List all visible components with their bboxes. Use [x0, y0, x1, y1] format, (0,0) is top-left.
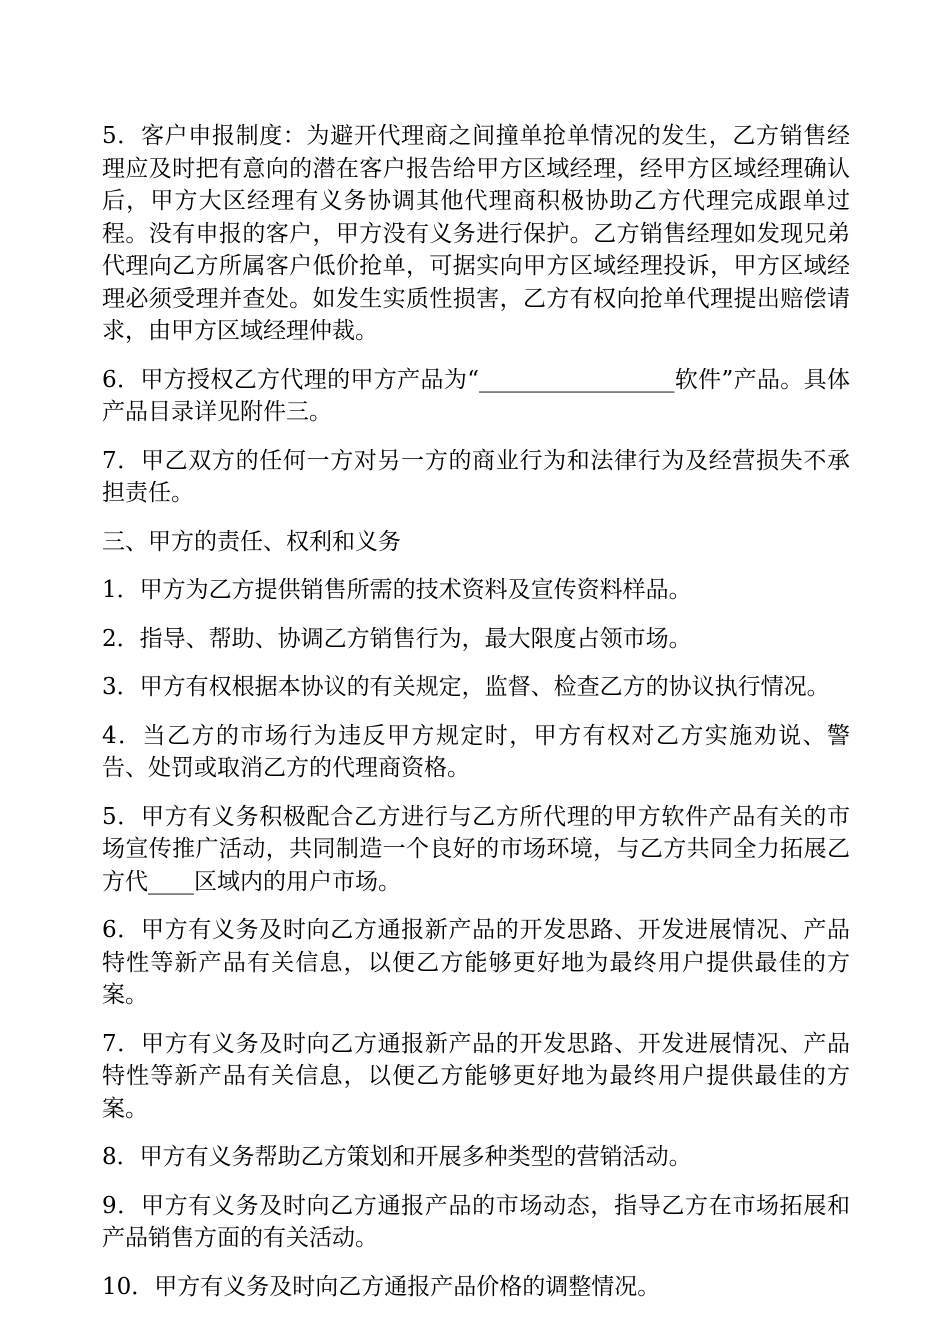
- duty-item-1: 1．甲方为乙方提供销售所需的技术资料及宣传资料样品。: [102, 577, 692, 603]
- section-heading-party-a-duties: 三、甲方的责任、权利和义务: [102, 528, 401, 555]
- duty-item-2: 2．指导、帮助、协调乙方销售行为，最大限度占领市场。: [102, 625, 692, 652]
- duty-item-5: 5．甲方有义务积极配合乙方进行与乙方所代理的甲方软件产品有关的市场宣传推广活动，共同制造一个良好的市场环境，与乙方共同全力拓展乙方代____区域内的用户市场。: [102, 803, 850, 895]
- duty-item-10: 10．甲方有义务及时向乙方通报产品价格的调整情况。: [102, 1273, 661, 1300]
- duty-item-3: 3．甲方有权根据本协议的有关规定，监督、检查乙方的协议执行情况。: [102, 674, 830, 700]
- clause-liability: 7．甲乙双方的任何一方对另一方的商业行为和法律行为及经营损失不承担责任。: [102, 447, 850, 506]
- duty-item-4: 4．当乙方的市场行为违反甲方规定时，甲方有权对乙方实施劝说、警告、处罚或取消乙方的代理商资格。: [102, 722, 850, 781]
- duty-item-7: 7．甲方有义务及时向乙方通报新产品的开发思路、开发进展情况、产品特性等新产品有关信息，以便乙方能够更好地为最终用户提供最佳的方案。: [102, 1030, 850, 1122]
- clause-customer-reporting: 5．客户申报制度：为避开代理商之间撞单抢单情况的发生，乙方销售经理应及时把有意向的潜在客户报告给甲方区域经理，经甲方区域经理确认后，甲方大区经理有义务协调其他代理商积极协助乙方代理完成跟单过程。没有申报的客户，甲方没有义务进行保护。乙方销售经理如发现兄弟代理向乙方所属客户低价抢单，可据实向甲方区域经理投诉，甲方区域经理必须受理并查处。如发生实质性损害，乙方有权向抢单代理提出赔偿请求，由甲方区域经理仲裁。: [102, 123, 850, 344]
- duty-item-8: 8．甲方有义务帮助乙方策划和开展多种类型的营销活动。: [102, 1144, 692, 1170]
- duty-item-9: 9．甲方有义务及时向乙方通报产品的市场动态，指导乙方在市场拓展和产品销售方面的有关活动。: [102, 1192, 850, 1251]
- duty-item-6: 6．甲方有义务及时向乙方通报新产品的开发思路、开发进展情况、产品特性等新产品有关信息，以便乙方能够更好地为最终用户提供最佳的方案。: [102, 917, 850, 1008]
- clause-authorized-products: 6．甲方授权乙方代理的甲方产品为“_________________软件”产品。具体产品目录详见附件三。: [102, 366, 850, 425]
